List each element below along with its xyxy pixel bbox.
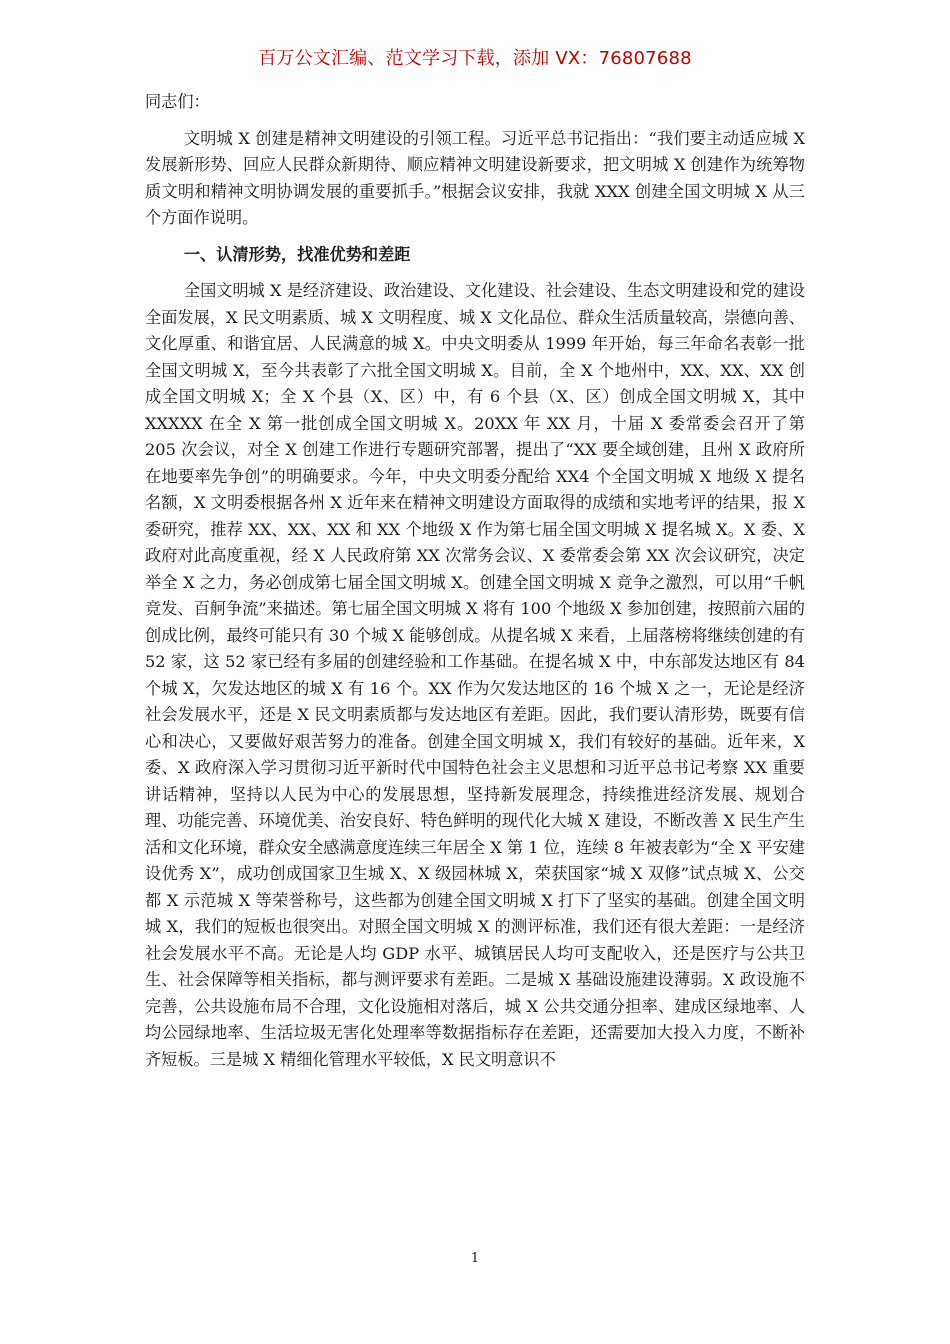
salutation: 同志们： [145,92,210,111]
document-body [145,89,805,1073]
page-number: 1 [470,1251,480,1266]
section-body-paragraph: 全国文明城 X 是经济建设、政治建设、文化建设、社会建设、生态文明建设和党的建设全面发展，X 民文明素质、城 X 文明程度、城 X 文化品位、群众生活质量较高，崇德向善、文化厚重、和谐宜居、人民满意的城 X。中央文明委从 1999 年开始，每三年命名表彰一批全国文明城 X，至今共表彰了六批全国文明城 X。目前，全 X 个地州中，XX、XX、XX 创成全国文明城 X；全 X 个县（X、区）中，有 6 个县（X、区）创成全国文明城 X，其中 XXXXX 在全 X 第一批创成全国文明城 X。20XX 年 XX 月，十届 X 委常委会召开了第 205 次会议，对全 X 创建工作进行专题研究部署，提出了“XX 要全域创建，且州 X 政府所在地要率先争创”的明确要求。今年，中央文明委分配给 XX4 个全国文明城 X 地级 X 提名名额，X 文明委根据各州 X 近年来在精神文明建设方面取得的成绩和实地考评的结果，报 X 委研究，推荐 XX、XX、XX 和 XX 个地级 X 作为第七届全国文明城 X 提名城 X。X 委、X 政府对此高度重视，经 X 人民政府第 XX 次常务会议、X 委常委会第 XX 次会议研究，决定举全 X 之力，务必创成第七届全国文明城 X。创建全国文明城 X 竞争之激烈，可以用“千帆竞发、百舸争流”来描述。第七届全国文明城 X 将有 100 个地级 X 参加创建，按照前六届的创成比例，最终可能只有 30 个城 X 能够创成。从提名城 X 来看，上届落榜将继续创建的有 52 家，这 52 家已经有多届的创建经验和工作基础。在提名城 X 中，中东部发达地区有 84 个城 X，欠发达地区的城 X 有 16 个。XX 作为欠发达地区的 16 个城 X 之一，无论是经济社会发展水平，还是 X 民文明素质都与发达地区有差距。因此，我们要认清形势，既要有信心和决心，又要做好艰苦努力的准备。创建全国文明城 X，我们有较好的基础。近年来，X 委、X 政府深入学习贯彻习近平新时代中国特色社会主义思想和习近平总书记考察 XX 重要讲话精神，坚持以人民为中心的发展思想，坚持新发展理念，持续推进经济发展、规划合理、功能完善、环境优美、治安良好、特色鲜明的现代化大城 X 建设，不断改善 X 民生产生活和文化环境，群众安全感满意度连续三年居全 X 第 1 位，连续 8 年被表彰为“全 X 平安建设优秀 X”，成功创成国家卫生城 X、X 级园林城 X，荣获国家“城 X 双修”试点城 X、公交都 X 示范城 X 等荣誉称号，这些都为创建全国文明城 X 打下了坚实的基础。创建全国文明城 X，我们的短板也很突出。对照全国文明城 X 的测评标准，我们还有很大差距：一是经济社会发展水平不高。无论是人均 GDP 水平、城镇居民人均可支配收入，还是医疗与公共卫生、社会保障等相关指标，都与测评要求有差距。二是城 X 基础设施建设薄弱。X 政设施不完善，公共设施布局不合理，文化设施相对落后，城 X 公共交通分担率、建成区绿地率、人均公园绿地率、生活垃圾无害化处理率等数据指标存在差距，还需要加大投入力度，不断补齐短板。三是城 X 精细化管理水平较低，X 民文明意识不 [145,281,805,1069]
header-banner: 百万公文汇编、范文学习下载，添加 VX：76807688 [258,48,692,69]
section-heading: 一、认清形势，找准优势和差距 [183,244,411,264]
intro-paragraph: 文明城 X 创建是精神文明建设的引领工程。习近平总书记指出：“我们要主动适应城 X 发展新形势、回应人民群众新期待、顺应精神文明建设新要求，把文明城 X 创建作为统筹物质文明和精神文明协调发展的重要抓手。”根据会议安排，我就 XXX 创建全国文明城 X 从三个方面作说明。 [145,128,805,227]
